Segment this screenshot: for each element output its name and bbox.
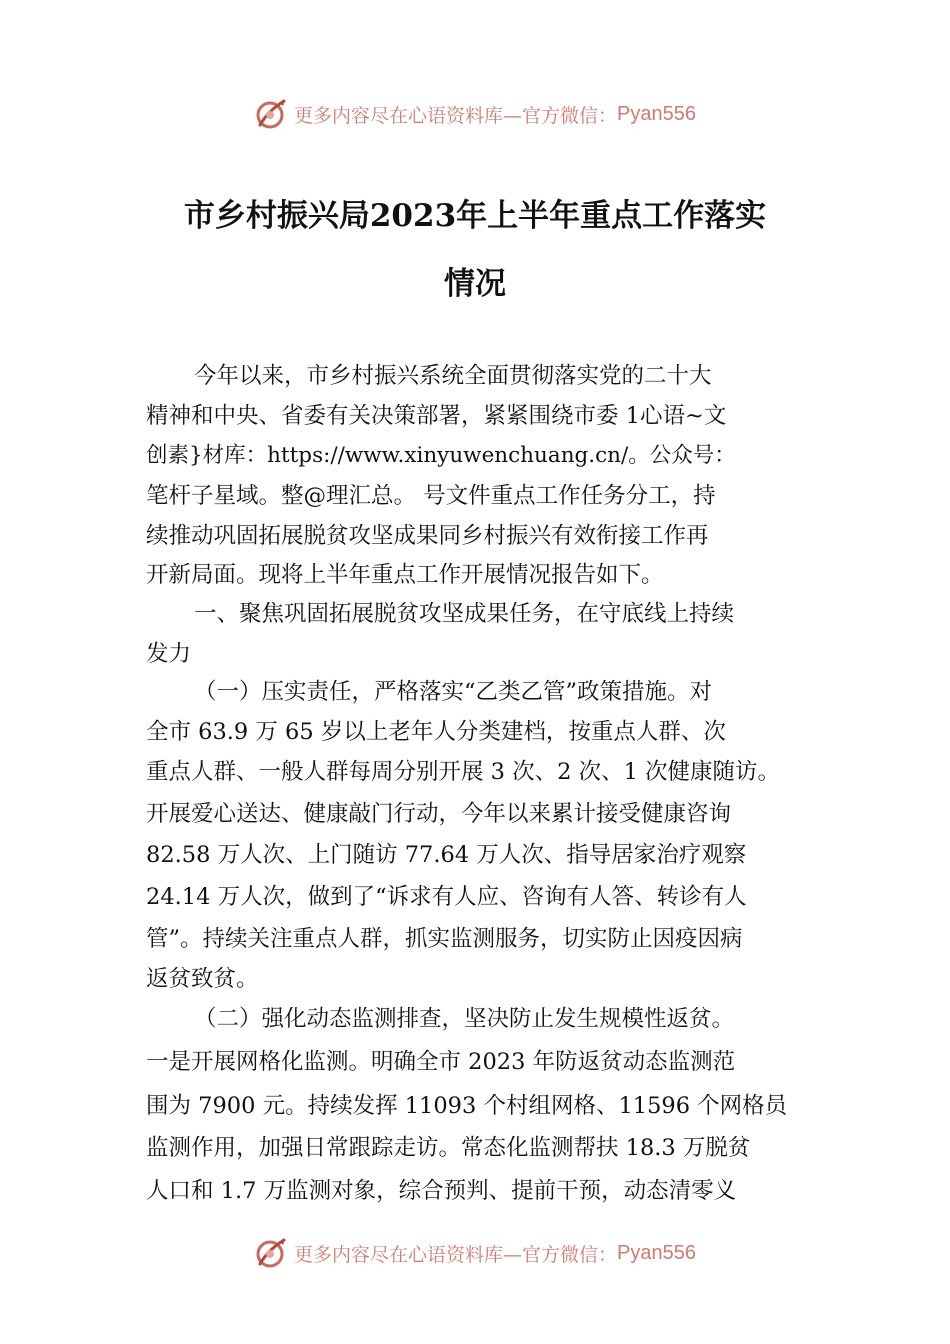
body-line: 82.58 万人次、上门随访 77.64 万人次、指导居家治疗观察 <box>146 842 747 868</box>
banner-text: 更多内容尽在心语资料库—官方微信： <box>294 1243 618 1266</box>
body-line: 全市 63.9 万 65 岁以上老年人分类建档，按重点人群、次 <box>146 719 726 745</box>
body-line: 监测作用，加强日常跟踪走访。常态化监测帮扶 18.3 万脱贫 <box>146 1135 751 1161</box>
footer-banner <box>0 1233 950 1273</box>
banner-wechat-handle: Pyan556 <box>617 1241 696 1264</box>
body-line: 笔杆子星域。整@理汇总。 号文件重点工作任务分工，持 <box>146 483 716 509</box>
body-line: （二）强化动态监测排查，坚决防止发生规模性返贫。 <box>194 1006 735 1032</box>
header-banner <box>0 94 950 134</box>
section-heading: 发力 <box>146 641 192 667</box>
banner-wechat-handle: Pyan556 <box>617 102 696 125</box>
brush-logo-icon <box>254 97 288 131</box>
body-line: 24.14 万人次，做到了“诉求有人应、咨询有人答、转诊有人 <box>146 884 747 910</box>
document-title-line-2: 情况 <box>444 266 506 302</box>
body-line: 重点人群、一般人群每周分别开展 3 次、2 次、1 次健康随访。 <box>146 759 781 785</box>
body-line: 创素}材库：https://www.xinyuwenchuang.cn/。公众号： <box>146 443 736 468</box>
body-line: 一是开展网格化监测。明确全市 2023 年防返贫动态监测范 <box>146 1049 736 1075</box>
document-title-line-1: 市乡村振兴局2023年上半年重点工作落实 <box>183 198 767 234</box>
body-line: 开展爱心送达、健康敲门行动，今年以来累计接受健康咨询 <box>146 801 732 827</box>
body-line: 精神和中央、省委有关决策部署，紧紧围绕市委 1心语~文 <box>146 403 727 429</box>
brush-logo-icon <box>254 1236 288 1270</box>
body-line: 管”。持续关注重点人群，抓实监测服务，切实防止因疫因病 <box>146 926 743 952</box>
body-line: 返贫致贫。 <box>146 966 259 992</box>
section-heading: 一、聚焦巩固拓展脱贫攻坚成果任务，在守底线上持续 <box>194 601 735 627</box>
banner-text: 更多内容尽在心语资料库—官方微信： <box>294 104 618 127</box>
body-line: 开新局面。现将上半年重点工作开展情况报告如下。 <box>146 562 664 588</box>
body-line: 围为 7900 元。持续发挥 11093 个村组网格、11596 个网格员 <box>146 1093 788 1119</box>
body-line: （一）压实责任，严格落实“乙类乙管”政策措施。对 <box>194 679 713 705</box>
body-line: 今年以来，市乡村振兴系统全面贯彻落实党的二十大 <box>194 363 712 389</box>
body-line: 人口和 1.7 万监测对象，综合预判、提前干预，动态清零义 <box>146 1178 737 1204</box>
body-line: 续推动巩固拓展脱贫攻坚成果同乡村振兴有效衔接工作再 <box>146 523 709 549</box>
